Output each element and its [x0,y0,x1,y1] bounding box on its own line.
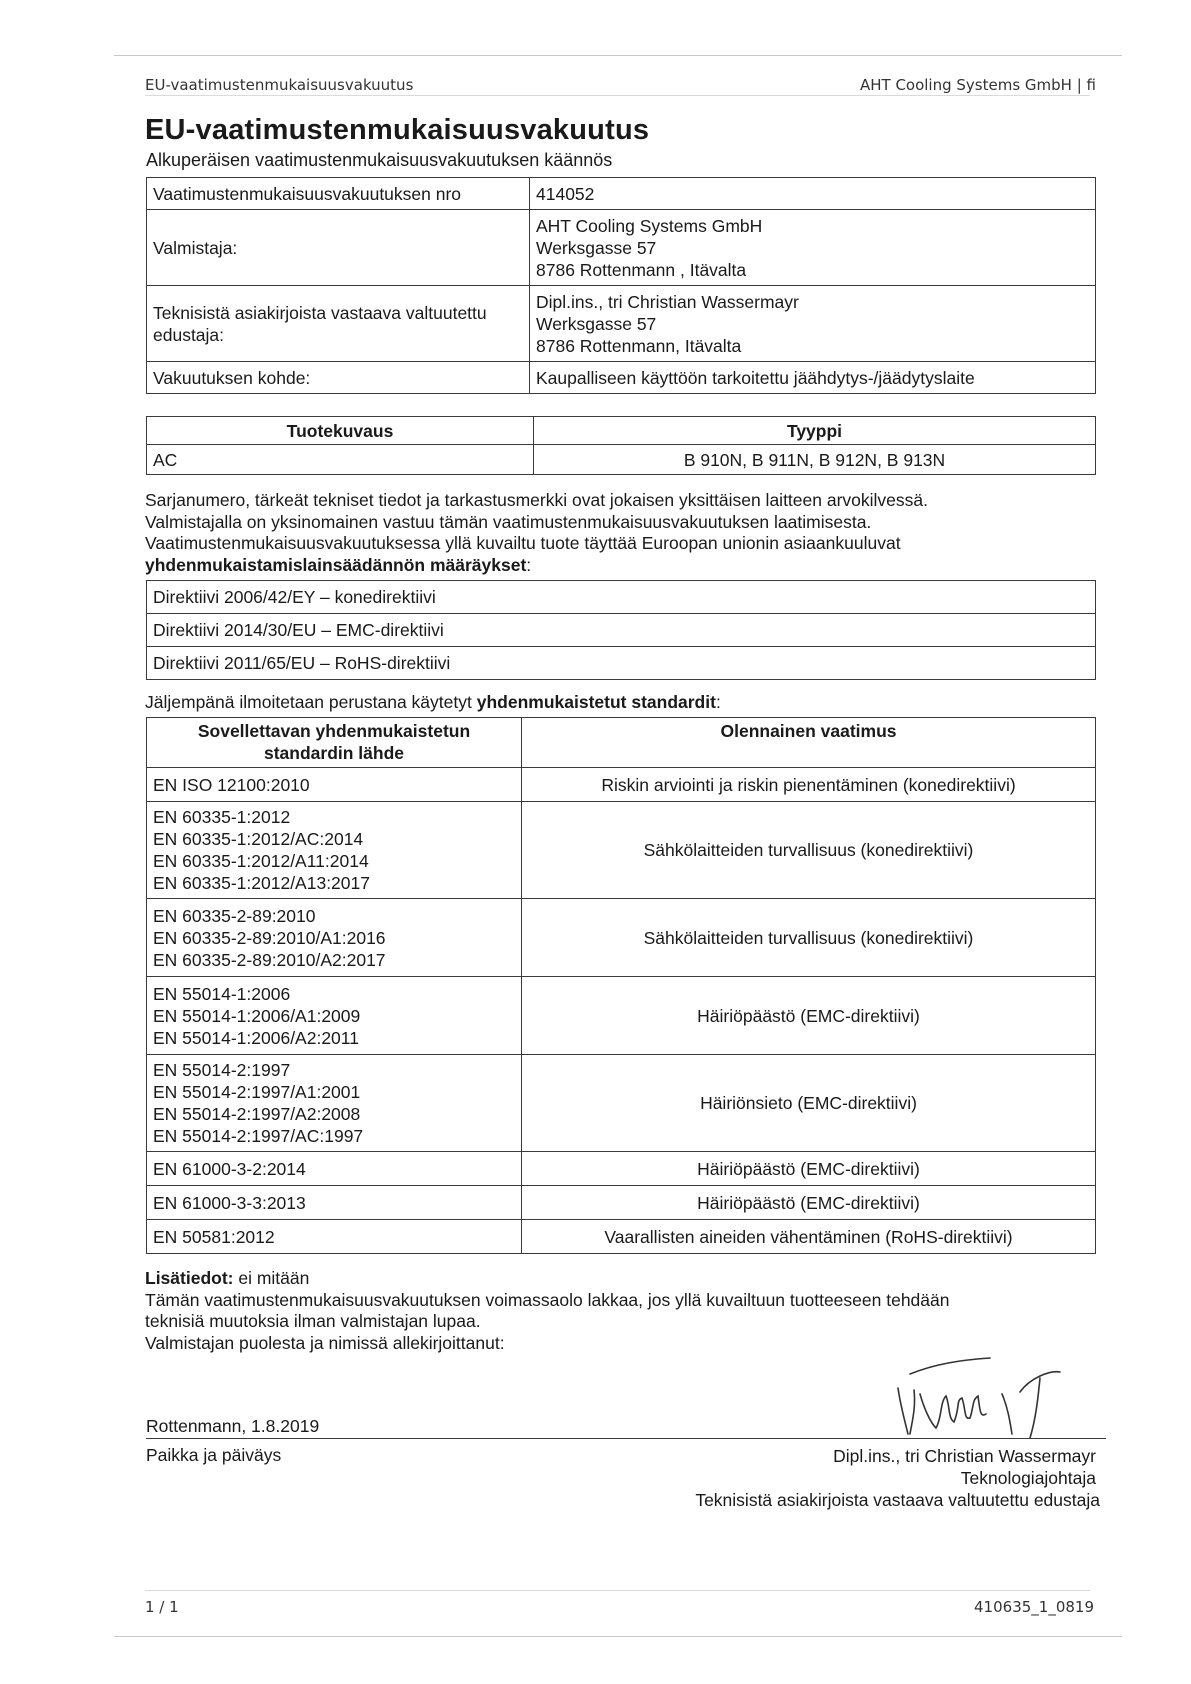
additional-info [145,1268,1105,1354]
product-table [146,416,1096,475]
directive-row [147,647,1096,680]
subject-value: Kaupalliseen käyttöön tarkoitettu jäähdytys-/jäädytyslaite [530,362,1096,394]
standards-requirement-header: Olennainen vaatimus [522,718,1096,768]
table-row [147,768,1096,802]
standard-refs [147,977,522,1055]
standard-ref: EN 60335-1:2012/AC:2014 [153,829,364,849]
standard-requirement: Sähkölaitteiden turvallisuus (konedirektiivi) [522,899,1096,977]
place-date: Rottenmann, 1.8.2019 [146,1416,320,1436]
standard-requirement: Sähkölaitteiden turvallisuus (konedirektiivi) [522,802,1096,899]
table-row [147,1220,1096,1254]
standards-intro [145,692,721,714]
product-desc-header: Tuotekuvaus [147,417,534,445]
standard-refs [147,1152,522,1186]
standard-ref: EN 55014-2:1997/A2:2008 [153,1104,361,1124]
additional-line: teknisiä muutoksia ilman valmistajan lupaa. [145,1311,481,1331]
number-label: Vaatimustenmukaisuusvakuutuksen nro [147,178,530,210]
standard-ref: EN ISO 12100:2010 [153,774,310,795]
bottom-rule [114,1636,1122,1637]
statement-colon: : [526,554,532,575]
table-row [147,802,1096,899]
statement-line: Vaatimustenmukaisuusvakuutuksessa yllä kuvailtu tuote täyttää Euroopan unionin asiaankuuluvat [145,533,901,553]
handwritten-signature [890,1348,1090,1440]
additional-value: ei mitään [233,1268,310,1288]
standard-requirement: Häiriöpäästö (EMC-direktiivi) [522,977,1096,1055]
standards-intro-bold: yhdenmukaistetut standardit [476,692,716,712]
standard-ref: EN 60335-2-89:2010 [153,905,316,926]
additional-line: Tämän vaatimustenmukaisuusvakuutuksen voimassaolo lakkaa, jos yllä kuvailtuun tuotteeseen tehdään [145,1289,950,1310]
manufacturer-line: 8786 Rottenmann , Itävalta [536,259,747,280]
top-rule [114,55,1122,56]
standard-ref: EN 55014-2:1997/A1:2001 [153,1082,361,1102]
standard-ref: EN 55014-1:2006/A1:2009 [153,1005,361,1026]
table-row [147,1152,1096,1186]
standard-refs [147,802,522,899]
standard-ref: EN 60335-2-89:2010/A1:2016 [153,927,386,948]
standard-refs [147,899,522,977]
table-row [147,1055,1096,1152]
signer-name: Dipl.ins., tri Christian Wassermayr [833,1446,1096,1466]
header-rule [145,95,1090,96]
table-row [147,1186,1096,1220]
standard-refs [147,1220,522,1254]
standard-ref: EN 55014-2:1997 [153,1060,291,1080]
standard-ref: EN 55014-1:2006/A2:2011 [153,1027,359,1048]
directive-item: Direktiivi 2014/30/EU – EMC-direktiivi [147,614,1096,647]
header-right: AHT Cooling Systems GmbH | fi [859,76,1096,94]
directive-row [147,614,1096,647]
product-type-header: Tyyppi [534,417,1096,445]
info-row-subject [147,362,1096,394]
signer-role: Teknisistä asiakirjoista vastaava valtuutettu edustaja [695,1490,1100,1510]
info-table [146,177,1096,394]
standard-refs [147,768,522,802]
standard-refs [147,1186,522,1220]
standards-intro-text: Jäljempänä ilmoitetaan perustana käytetyt [145,692,477,712]
page-title: EU-vaatimustenmukaisuusvakuutus [145,114,650,146]
standard-ref: EN 61000-3-3:2013 [153,1192,306,1213]
manufacturer-line: AHT Cooling Systems GmbH [536,215,763,236]
manufacturer-value [530,210,1096,286]
footer-top-rule [145,1590,1090,1591]
product-row [147,445,1096,475]
representative-line: 8786 Rottenmann, Itävalta [536,335,742,356]
subject-label: Vakuutuksen kohde: [147,362,530,394]
page-number: 1 / 1 [145,1598,179,1616]
representative-value [530,286,1096,362]
statement-bold: yhdenmukaistamislainsäädännön määräykset [145,554,527,575]
standard-requirement: Riskin arviointi ja riskin pienentäminen (konedirektiivi) [522,768,1096,802]
statement-line-bold [145,555,1105,577]
place-date-label: Paikka ja päiväys [146,1445,282,1465]
representative-line: Dipl.ins., tri Christian Wassermayr [536,291,799,312]
info-row-representative [147,286,1096,362]
info-row-manufacturer [147,210,1096,286]
standards-table [146,717,1096,1254]
additional-line: Valmistajan puolesta ja nimissä allekirjoittanut: [145,1332,505,1353]
info-row-number [147,178,1096,210]
statement-paragraph [145,490,1105,576]
standard-refs [147,1055,522,1152]
directives-table [146,580,1096,680]
manufacturer-label: Valmistaja: [147,210,530,286]
additional-label: Lisätiedot: [145,1268,234,1288]
signer-title: Teknologiajohtaja [960,1468,1096,1488]
standard-ref: EN 60335-2-89:2010/A2:2017 [153,949,386,970]
table-row [147,977,1096,1055]
directive-row [147,581,1096,614]
additional-line [145,1268,1105,1290]
statement-line: Sarjanumero, tärkeät tekniset tiedot ja tarkastusmerkki ovat jokaisen yksittäisen laitteen arvokilvessä. [145,490,928,510]
directive-item: Direktiivi 2011/65/EU – RoHS-direktiivi [147,647,1096,680]
standard-requirement: Häiriöpäästö (EMC-direktiivi) [522,1186,1096,1220]
header-left: EU-vaatimustenmukaisuusvakuutus [145,76,414,94]
standard-ref: EN 60335-1:2012 [153,807,291,827]
directive-item: Direktiivi 2006/42/EY – konedirektiivi [147,581,1096,614]
document-id: 410635_1_0819 [974,1598,1094,1616]
table-row [147,899,1096,977]
manufacturer-line: Werksgasse 57 [536,237,657,258]
product-type: B 910N, B 911N, B 912N, B 913N [534,445,1096,475]
statement-line: Valmistajalla on yksinomainen vastuu tämän vaatimustenmukaisuusvakuutuksen laatimisesta. [145,511,872,532]
standard-ref: EN 55014-2:1997/AC:1997 [153,1126,364,1146]
standard-ref: EN 60335-1:2012/A13:2017 [153,873,370,893]
number-value: 414052 [530,178,1096,210]
standards-header-row [147,718,1096,768]
standard-requirement: Häiriönsieto (EMC-direktiivi) [522,1055,1096,1152]
standard-requirement: Vaarallisten aineiden vähentäminen (RoHS-direktiivi) [522,1220,1096,1254]
product-header-row [147,417,1096,445]
standard-ref: EN 61000-3-2:2014 [153,1158,306,1179]
standards-source-header: Sovellettavan yhdenmukaistetun standardin lähde [147,718,522,768]
product-desc: AC [147,445,534,475]
standard-requirement: Häiriöpäästö (EMC-direktiivi) [522,1152,1096,1186]
standard-ref: EN 60335-1:2012/A11:2014 [153,851,369,871]
representative-line: Werksgasse 57 [536,313,657,334]
standard-ref: EN 50581:2012 [153,1226,275,1247]
standard-ref: EN 55014-1:2006 [153,983,291,1004]
representative-label: Teknisistä asiakirjoista vastaava valtuutettu edustaja: [147,286,530,362]
standards-intro-colon: : [715,692,721,712]
page-subtitle: Alkuperäisen vaatimustenmukaisuusvakuutuksen käännös [146,150,613,170]
